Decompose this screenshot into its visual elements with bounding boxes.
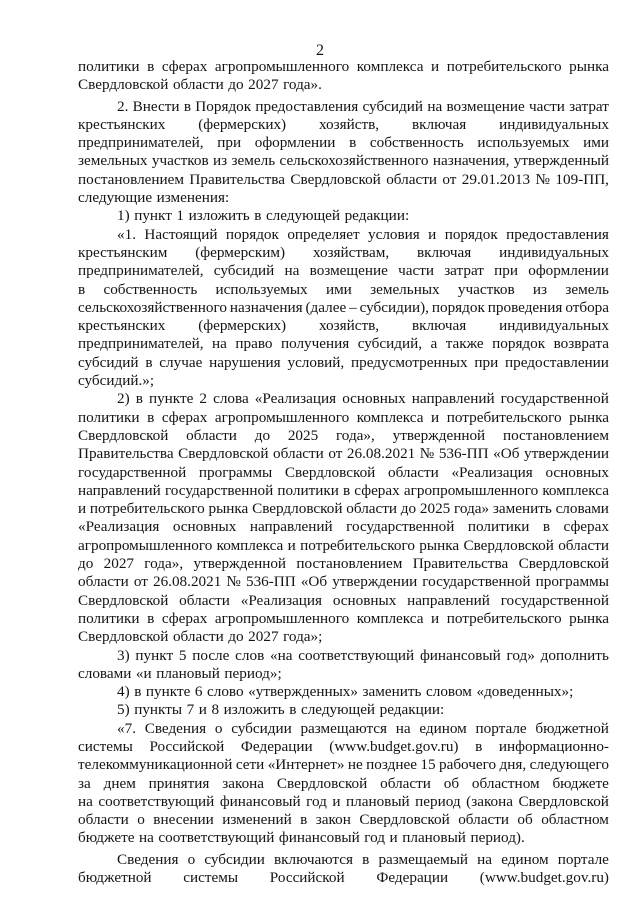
text-line: области от 26.08.2021 № 536-ПП «Об утверждении государственной программы — [78, 573, 609, 591]
text-line: субсидий.»; — [78, 372, 155, 390]
text-line: в собственность используемых ими земельных участков из земель — [78, 280, 609, 298]
text-line: системы Российской Федерации (www.budget.gov.ru) в информационно- — [78, 737, 609, 755]
text-line: Свердловской области до 2027 года». — [78, 76, 322, 94]
text-line: и потребительского рынка Свердловской области до 2025 года» заменить словами — [78, 500, 609, 518]
text-line: на соответствующий финансовый год и плановый период (закона Свердловской — [78, 792, 609, 810]
text-line: 2. Внести в Порядок предоставления субсидий на возмещение части затрат — [117, 97, 609, 115]
text-line: «Реализация основных направлений государственной политики в сферах — [78, 518, 609, 536]
text-line: «7. Сведения о субсидии размещаются на едином портале бюджетной — [117, 719, 609, 737]
text-line: Правительства Свердловской области от 26.08.2021 № 536-ПП «Об утверждении — [78, 445, 609, 463]
text-line: Свердловской области до 2025 года», утвержденной постановлением — [78, 426, 609, 444]
text-line: 5) пункты 7 и 8 изложить в следующей редакции: — [117, 701, 445, 719]
text-line: крестьянских (фермерских) хозяйств, включая индивидуальных — [78, 317, 609, 335]
document-body — [78, 58, 609, 887]
text-line: крестьянских (фермерских) хозяйств, включая индивидуальных — [78, 115, 609, 133]
text-line: бюджетной системы Российской Федерации (www.budget.gov.ru) — [78, 869, 609, 887]
text-line: за днем принятия закона Свердловской области об областном бюджете — [78, 774, 609, 792]
text-line: до 2027 года», утвержденной постановлением Правительства Свердловской — [78, 555, 609, 573]
text-line: Сведения о субсидии включаются в размещаемый на едином портале — [117, 850, 609, 868]
text-line: субсидий в случае нарушения условий, предусмотренных при предоставлении — [78, 353, 609, 371]
text-line: следующие изменения: — [78, 189, 230, 207]
text-line: словами «и плановый период»; — [78, 664, 282, 682]
text-line: направлений государственной политики в сферах агропромышленного комплекса — [78, 481, 609, 499]
text-line: сельскохозяйственного назначения (далее – субсидии), порядок проведения отбора — [78, 298, 609, 316]
text-line: государственной программы Свердловской области «Реализация основных — [78, 463, 609, 481]
text-line: постановлением Правительства Свердловской области от 29.01.2013 № 109-ПП, — [78, 170, 609, 188]
text-line: политики в сферах агропромышленного комплекса и потребительского рынка — [78, 408, 609, 426]
text-line: земельных участков из земель сельскохозяйственного назначения, утвержденный — [78, 152, 609, 170]
text-line: области о внесении изменений в закон Свердловской области об областном — [78, 811, 609, 829]
text-line: крестьянским (фермерским) хозяйствам, включая индивидуальных — [78, 243, 609, 261]
text-line: агропромышленного комплекса и потребительского рынка Свердловской области — [78, 536, 609, 554]
text-line: 4) в пункте 6 слово «утвержденных» заменить словом «доведенных»; — [117, 683, 574, 701]
text-line: предпринимателей, субсидий на возмещение части затрат при оформлении — [78, 262, 609, 280]
text-line: предпринимателей, на право получения субсидий, а также порядок возврата — [78, 335, 609, 353]
text-line: политики в сферах агропромышленного комплекса и потребительского рынка — [78, 58, 609, 75]
text-line: Свердловской области до 2027 года»; — [78, 628, 323, 646]
text-line: 3) пункт 5 после слов «на соответствующий финансовый год» дополнить — [117, 646, 609, 664]
text-line: Свердловской области «Реализация основных направлений государственной — [78, 591, 609, 609]
text-line: 1) пункт 1 изложить в следующей редакции: — [117, 207, 410, 225]
text-line: предпринимателей, при оформлении в собственность используемых ими — [78, 134, 609, 152]
text-line: бюджете на соответствующий финансовый год и плановый период). — [78, 829, 525, 847]
text-line: телекоммуникационной сети «Интернет» не позднее 15 рабочего дня, следующего — [78, 756, 609, 774]
text-line: 2) в пункте 2 слова «Реализация основных направлений государственной — [117, 390, 609, 408]
text-line: «1. Настоящий порядок определяет условия и порядок предоставления — [117, 225, 609, 243]
text-line: политики в сферах агропромышленного комплекса и потребительского рынка — [78, 609, 609, 627]
page-number: 2 — [316, 42, 324, 59]
